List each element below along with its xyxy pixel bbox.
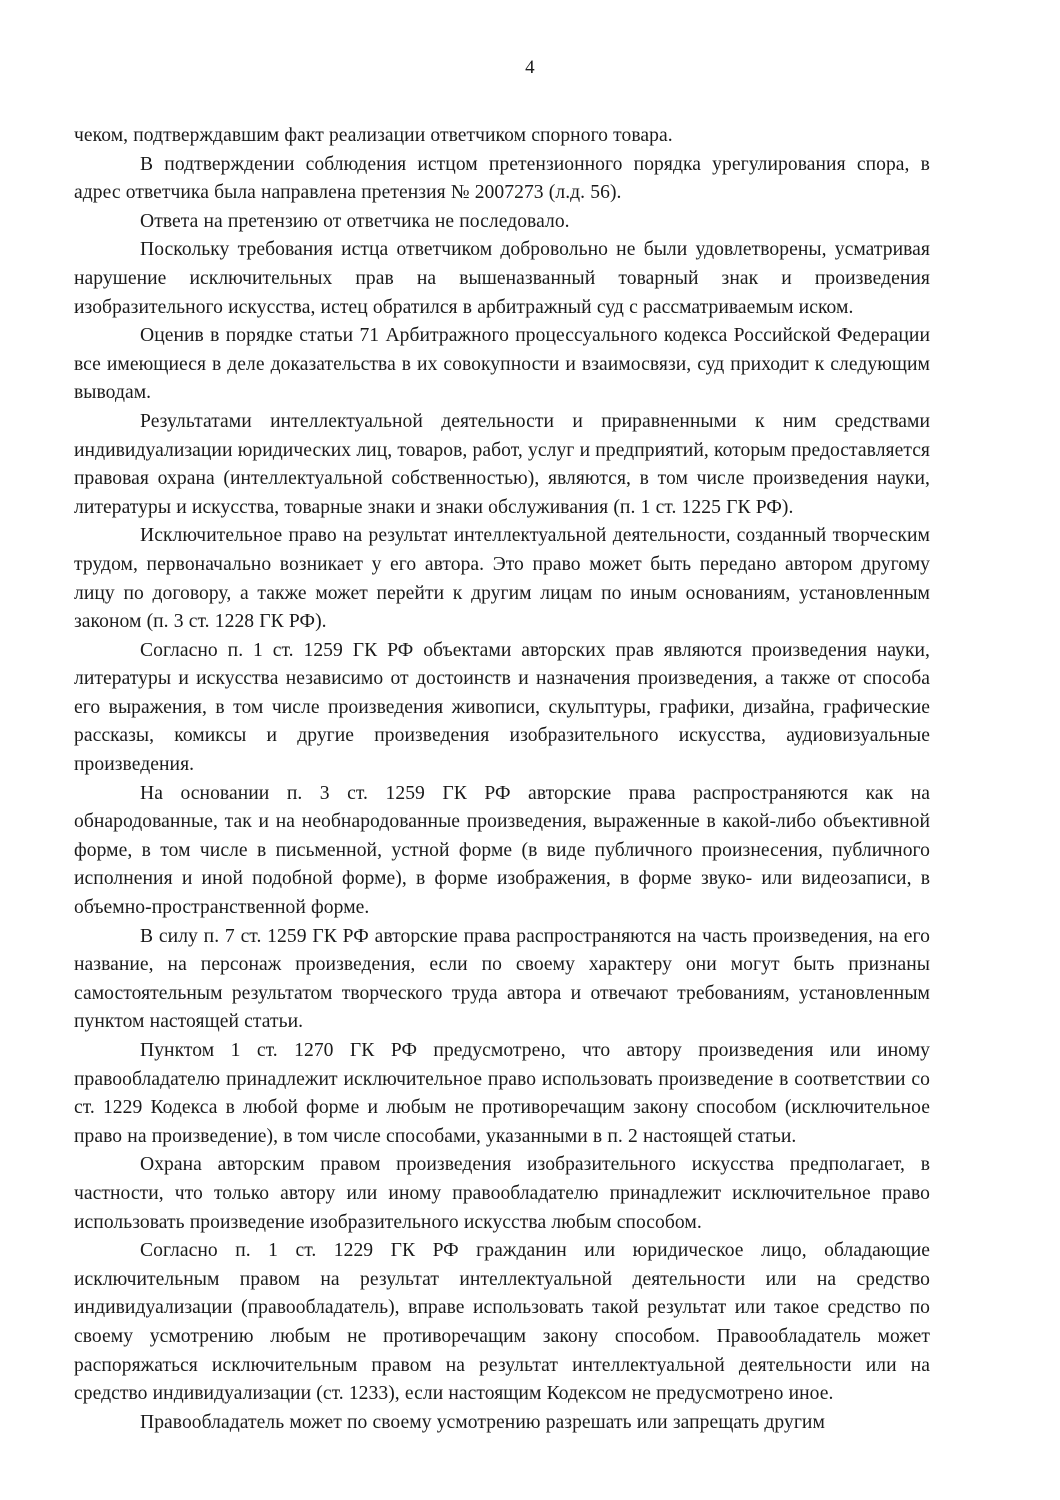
paragraph: Поскольку требования истца ответчиком добровольно не были удовлетворены, усматривая нарушение исключительных прав на вышеназванный товарный знак и произведения изобразительного искусства, истец обратился в арбитражный суд с рассматриваемым иском. (74, 239, 930, 318)
paragraph: В силу п. 7 ст. 1259 ГК РФ авторские права распространяются на часть произведения, на его название, на персонаж произведения, если по своему характеру они могут быть признаны самостоятельным результатом творческого труда автора и отвечают требованиям, установленным пунктом настоящей статьи. (74, 925, 930, 1033)
paragraph: Ответа на претензию от ответчика не последовало. (140, 210, 570, 232)
paragraph: На основании п. 3 ст. 1259 ГК РФ авторские права распространяются как на обнародованные, так и на необнародованные произведения, выраженные в какой-либо объективной форме, в том числе в письменной, устной форме (в виде публичного произнесения, публичного исполнения и иной подобной форме), в форме изображения, в форме звуко- или видеозаписи, в объемно-пространственной форме. (74, 782, 930, 919)
paragraph: Согласно п. 1 ст. 1229 ГК РФ гражданин или юридическое лицо, обладающие исключительным правом на результат интеллектуальной деятельности или на средство индивидуализации (правообладатель), вправе использовать такой результат или такое средство по своему усмотрению любым не противоречащим закону способом. Правообладатель может распоряжаться исключительным правом на результат интеллектуальной деятельности или на средство индивидуализации (ст. 1233), если настоящим Кодексом не предусмотрено иное. (74, 1240, 930, 1405)
document-body (74, 122, 930, 1437)
paragraph: В подтверждении соблюдения истцом претензионного порядка урегулирования спора, в адрес ответчика была направлена претензия № 2007273 (л.д. 56). (74, 153, 930, 204)
page-number: 4 (525, 57, 535, 78)
paragraph: Пунктом 1 ст. 1270 ГК РФ предусмотрено, что автору произведения или иному правообладателю принадлежит исключительное право использовать произведение в соответствии со ст. 1229 Кодекса в любой форме и любым не противоречащим закону способом (исключительное право на произведение), в том числе способами, указанными в п. 2 настоящей статьи. (74, 1040, 930, 1147)
paragraph: Исключительное право на результат интеллектуальной деятельности, созданный творческим трудом, первоначально возникает у его автора. Это право может быть передано автором другому лицу по договору, а также может перейти к другим лицам по иным основаниям, установленным законом (п. 3 ст. 1228 ГК РФ). (74, 525, 930, 633)
paragraph: Согласно п. 1 ст. 1259 ГК РФ объектами авторских прав являются произведения науки, литературы и искусства независимо от достоинств и назначения произведения, а также от способа его выражения, в том числе произведения живописи, скульптуры, графики, дизайна, графические рассказы, комиксы и другие произведения изобразительного искусства, аудиовизуальные произведения. (74, 639, 930, 776)
paragraph: Охрана авторским правом произведения изобразительного искусства предполагает, в частности, что только автору или иному правообладателю принадлежит исключительное право использовать произведение изобразительного искусства любым способом. (74, 1154, 930, 1233)
paragraph: Правообладатель может по своему усмотрению разрешать или запрещать другим (140, 1411, 825, 1433)
paragraph: Оценив в порядке статьи 71 Арбитражного процессуального кодекса Российской Федерации все имеющиеся в деле доказательства в их совокупности и взаимосвязи, суд приходит к следующим выводам. (74, 325, 930, 404)
paragraph: чеком, подтверждавшим факт реализации ответчиком спорного товара. (74, 125, 673, 146)
paragraph: Результатами интеллектуальной деятельности и приравненными к ним средствами индивидуализации юридических лиц, товаров, работ, услуг и предприятий, которым предоставляется правовая охрана (интеллектуальной собственностью), являются, в том числе произведения науки, литературы и искусства, товарные знаки и знаки обслуживания (п. 1 ст. 1225 ГК РФ). (74, 410, 930, 518)
